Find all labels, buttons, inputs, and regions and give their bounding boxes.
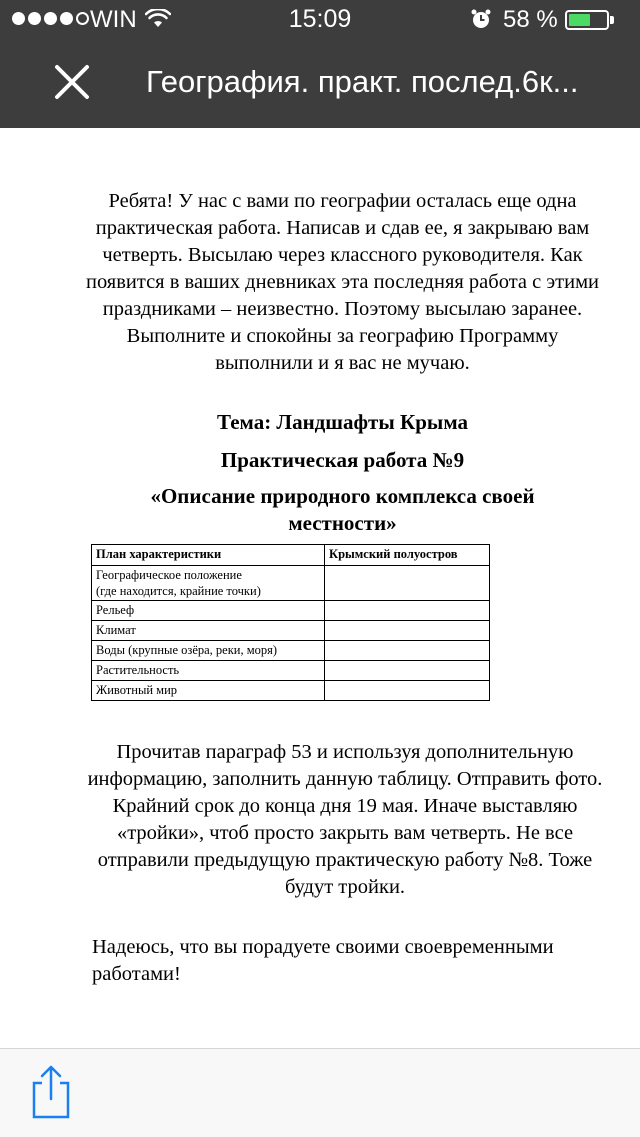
- table-row: [92, 566, 490, 601]
- table-row: [92, 621, 490, 641]
- close-button[interactable]: [50, 60, 94, 104]
- table-row: [92, 661, 490, 681]
- status-bar: [0, 0, 640, 40]
- table-header-row: [92, 545, 490, 566]
- characteristic-cell: Растительность: [92, 661, 325, 681]
- battery-percent: 58 %: [503, 6, 558, 33]
- answer-cell: [325, 601, 490, 621]
- characteristic-cell: Животный мир: [92, 681, 325, 701]
- share-icon: [28, 1063, 74, 1121]
- bottom-toolbar: [0, 1048, 640, 1137]
- characteristics-table: [91, 544, 490, 701]
- answer-cell: [325, 681, 490, 701]
- intro-paragraph: Ребята! У нас с вами по географии осталась еще одна практическая работа. Написав и сдав ее, я закрываю вам четверть. Высылаю через классного руководителя. Как появится в ваших дневниках эта последняя работа с этими праздниками – неизвестно. Поэтому высылаю заранее. Выполните и спокойны за географию Программу выполнили и я вас не мучаю.: [85, 190, 600, 374]
- table-header-cell: План характеристики: [92, 545, 325, 566]
- topic-heading: Тема: Ландшафты Крыма: [217, 410, 468, 434]
- answer-cell: [325, 641, 490, 661]
- document-title: География. практ. послед.6к...: [146, 64, 579, 99]
- characteristic-cell: Географическое положение (где находится, крайние точки): [92, 566, 325, 601]
- answer-cell: [325, 661, 490, 681]
- table-row: [92, 601, 490, 621]
- table-row: [92, 641, 490, 661]
- characteristic-cell: Климат: [92, 621, 325, 641]
- instructions-paragraph: Прочитав параграф 53 и используя дополнительную информацию, заполнить данную таблицу. Отправить фото. Крайний срок до конца дня 19 мая. Иначе выставляю «тройки», чтоб просто закрыть вам четверть. Не все отправили предыдущую практическую работу №8. Тоже будут тройки.: [87, 741, 603, 898]
- answer-cell: [325, 621, 490, 641]
- close-icon: [50, 60, 94, 104]
- work-heading: Практическая работа №9: [220, 448, 465, 472]
- share-button[interactable]: [28, 1063, 74, 1121]
- answer-cell: [325, 566, 490, 601]
- carrier-name: WIN: [90, 6, 137, 33]
- table-row: [92, 681, 490, 701]
- characteristic-cell: Рельеф: [92, 601, 325, 621]
- document-page[interactable]: [0, 128, 640, 1048]
- top-bar: [0, 0, 640, 128]
- battery-icon: [565, 10, 609, 30]
- description-heading: «Описание природного комплекса своей местности»: [150, 484, 535, 535]
- alarm-icon: [470, 8, 492, 37]
- characteristic-cell: Воды (крупные озёра, реки, моря): [92, 641, 325, 661]
- clock: 15:09: [288, 5, 352, 33]
- table-header-cell: Крымский полуостров: [325, 545, 490, 566]
- closing-paragraph: Надеюсь, что вы порадуете своими своевременными работами!: [92, 936, 554, 985]
